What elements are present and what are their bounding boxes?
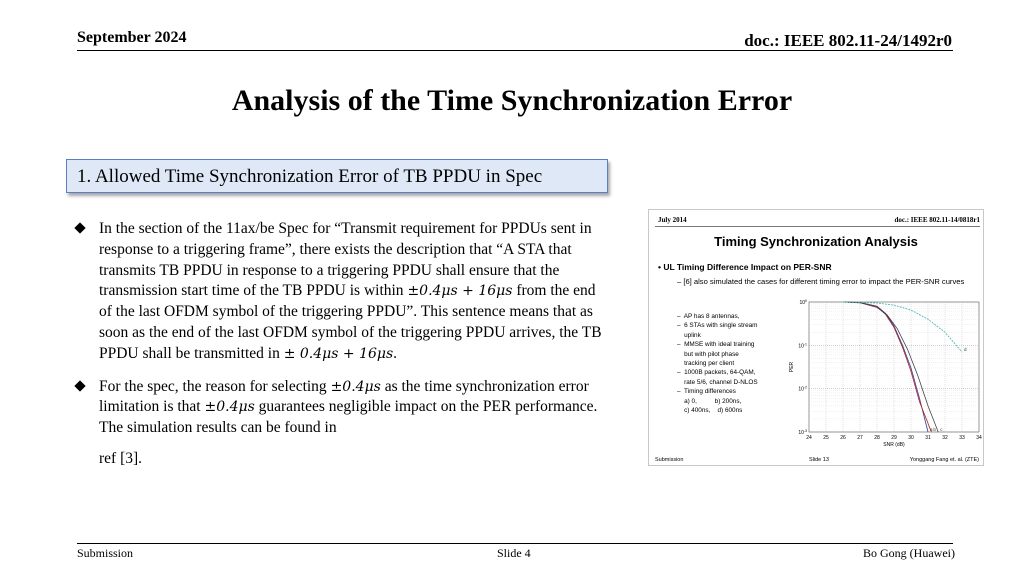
math-expression: ±0.4μs <box>204 399 255 416</box>
thumb-list-line: – AP has 8 antennas, <box>677 313 740 320</box>
embedded-slide-thumbnail <box>648 209 984 466</box>
thumb-list-line: – 1000B packets, 64-QAM, <box>677 369 756 377</box>
math-expression: ±0.4μs + 16μs <box>407 283 513 300</box>
thumb-condition-list <box>677 312 797 415</box>
header-doc-id: doc.: IEEE 802.11-24/1492r0 <box>744 31 952 50</box>
thumb-list-line: – MMSE with ideal training <box>677 341 755 349</box>
footer-submission: Submission <box>77 546 134 560</box>
x-tick-label: 30 <box>908 435 914 441</box>
thumb-footer-right: Yonggang Fang et. al. (ZTE) <box>909 457 979 463</box>
footer-slide-number: Slide 4 <box>497 546 531 560</box>
section-heading: 1. Allowed Time Synchronization Error of TB PPDU in Spec <box>77 166 543 187</box>
series-label-c: c <box>940 427 943 432</box>
thumb-bullet: • UL Timing Difference Impact on PER-SNR <box>658 262 832 272</box>
reference-text: ref [3]. <box>99 449 143 467</box>
slide-title: Analysis of the Time Synchronization Error <box>231 84 793 117</box>
bullet-item <box>76 377 606 470</box>
math-expression: ± 0.4μs + 16μs <box>283 345 394 362</box>
x-axis-label: SNR (dB) <box>883 442 905 448</box>
bullet-text: as the time synchronization error limitation is that <box>99 377 589 416</box>
diamond-bullet-icon <box>74 222 85 233</box>
footer-author: Bo Gong (Huawei) <box>863 546 955 560</box>
series-label-a: a <box>930 427 933 432</box>
series-label-b: b <box>933 427 936 432</box>
x-tick-label: 34 <box>976 435 982 441</box>
y-tick-label: $10^{-2}$ <box>798 385 807 393</box>
thumb-list-line: a) 0, b) 200ns, <box>677 397 742 405</box>
bullet-text: In the section of the 11ax/be Spec for “Transmit requirement for PPDUs sent in response to a triggering frame”, there exists the description that “A STA that transmits TB PPDU in response to a triggering PPDU shall ensure that the transmission start time of the TB PPDU is within <box>99 220 592 300</box>
x-tick-label: 24 <box>806 435 812 441</box>
bullet-text: . <box>393 344 398 362</box>
bullet-text: from the end of the last OFDM symbol of the triggering PPDU”. This sentence means that as soon as the end of the last OFDM symbol of the triggering PPDU arrives, the TB PPDU shall be transmitted in <box>99 282 602 362</box>
x-tick-label: 27 <box>857 435 863 441</box>
x-tick-label: 28 <box>874 435 880 441</box>
y-tick-label: $10^0$ <box>799 299 807 306</box>
x-tick-label: 26 <box>840 435 846 441</box>
bullet-text: For the spec, the reason for selecting <box>99 377 331 395</box>
thumb-divider <box>655 226 980 227</box>
per-snr-chart <box>789 296 983 454</box>
thumb-list-line: – 6 STAs with single stream <box>677 322 758 330</box>
x-tick-label: 33 <box>959 435 965 441</box>
thumb-footer-center: Slide 13 <box>809 457 829 463</box>
header-divider <box>77 50 953 51</box>
x-tick-label: 29 <box>891 435 897 441</box>
x-tick-label: 25 <box>823 435 829 441</box>
thumb-title: Timing Synchronization Analysis <box>714 234 918 249</box>
thumb-footer-left: Submission <box>655 457 684 463</box>
series-label-d: d <box>964 347 967 353</box>
thumb-list-line: tracking per client <box>677 360 735 368</box>
thumb-list-line: but with pilot phase <box>677 350 739 358</box>
thumb-doc-id: doc.: IEEE 802.11-14/0818r1 <box>894 216 980 224</box>
x-tick-label: 31 <box>925 435 931 441</box>
series-line-a <box>843 302 928 432</box>
thumb-list-line: rate 5/6, channel D-NLOS <box>677 378 758 386</box>
y-tick-label: $10^{-1}$ <box>798 342 807 350</box>
thumb-list-line: – Timing differences <box>677 388 736 396</box>
bullet-list <box>76 219 606 470</box>
diamond-bullet-icon <box>74 380 85 391</box>
thumb-list-line: c) 400ns, d) 600ns <box>677 407 743 415</box>
header-date: September 2024 <box>77 29 187 46</box>
thumb-subbullet: – [6] also simulated the cases for different timing error to impact the PER-SNR curves <box>677 277 965 286</box>
y-axis-label: PER <box>789 361 795 373</box>
footer-divider <box>77 543 953 544</box>
thumb-list-line: uplink <box>677 331 701 339</box>
thumb-date: July 2014 <box>658 216 687 224</box>
bullet-text: guarantees negligible impact on the PER performance. The simulation results can be found in <box>99 398 598 437</box>
section-heading-box <box>66 159 608 193</box>
series-line-b <box>843 302 931 432</box>
bullet-item <box>76 219 606 365</box>
y-tick-label: $10^{-3}$ <box>798 429 807 436</box>
x-tick-label: 32 <box>942 435 948 441</box>
math-expression: ±0.4μs <box>330 378 381 395</box>
